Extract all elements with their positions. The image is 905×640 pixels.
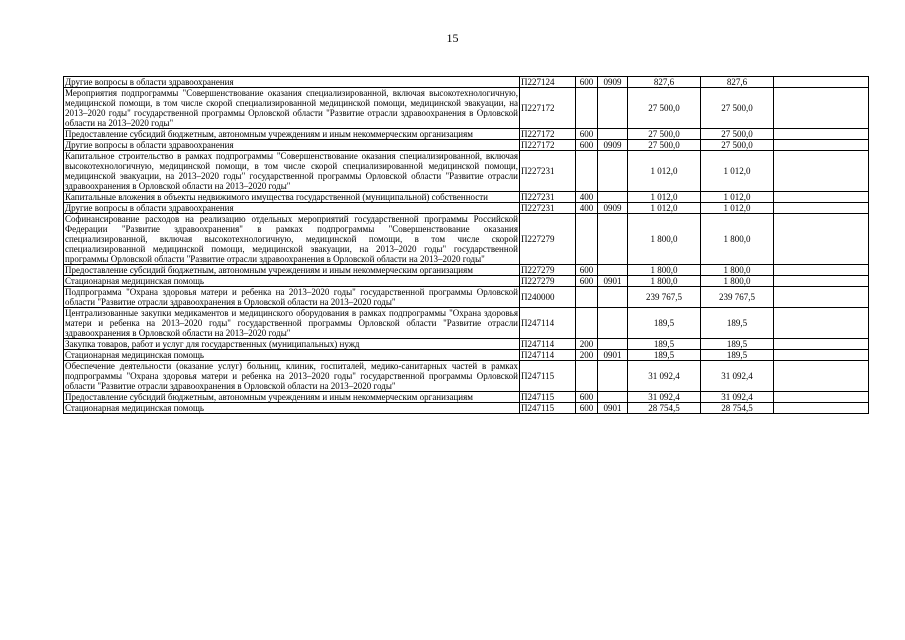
row-extra [774,276,869,287]
row-name: Капитальное строительство в рамках подпрограммы "Совершенствование оказания специализированной, включая высокотехнологичную, медицинской помощи, в том числе скорой специализированной медицинской помощи, медицинской эвакуации, на 2013–2020 годы" государственной программы Орловской области "Развитие отрасли здравоохранения в Орловской области на 2013–2020 годы" [65,151,518,191]
row-rz [598,88,628,129]
row-vr: 600 [576,276,598,287]
row-sum-2: 1 012,0 [701,203,774,214]
row-code: П227231 [520,151,576,192]
row-code: П247114 [520,339,576,350]
row-code: П247115 [520,403,576,414]
row-vr [576,308,598,339]
row-extra [774,203,869,214]
row-sum-2: 189,5 [701,308,774,339]
row-vr: 400 [576,203,598,214]
table-row [64,88,869,129]
row-code: П227172 [520,129,576,140]
row-sum-1: 189,5 [628,339,701,350]
table-row [64,129,869,140]
row-name: Другие вопросы в области здравоохранения [64,140,520,151]
page-number: 15 [446,31,459,45]
row-sum-2: 239 767,5 [701,287,774,308]
row-vr: 400 [576,192,598,203]
row-rz [598,214,628,265]
row-extra [774,77,869,88]
row-vr [576,361,598,392]
row-sum-1: 27 500,0 [628,140,701,151]
row-extra [774,151,869,192]
row-extra [774,392,869,403]
table-row [64,214,869,265]
row-sum-1: 1 800,0 [628,265,701,276]
table-row [64,403,869,414]
row-vr: 200 [576,350,598,361]
row-code: П227231 [520,203,576,214]
row-sum-1: 31 092,4 [628,392,701,403]
budget-table [63,76,869,414]
table-row [64,308,869,339]
table-row [64,392,869,403]
row-name: Предоставление субсидий бюджетным, автономным учреждениям и иным некоммерческим организациям [64,265,520,276]
row-code: П247115 [520,392,576,403]
row-name: Предоставление субсидий бюджетным, автономным учреждениям и иным некоммерческим организациям [64,392,520,403]
table-row [64,151,869,192]
row-extra [774,88,869,129]
row-sum-1: 189,5 [628,308,701,339]
row-code: П227279 [520,265,576,276]
row-rz: 0901 [598,350,628,361]
row-extra [774,287,869,308]
row-vr [576,88,598,129]
row-name: Закупка товаров, работ и услуг для государственных (муниципальных) нужд [64,339,520,350]
row-extra [774,350,869,361]
row-sum-1: 27 500,0 [628,88,701,129]
row-extra [774,403,869,414]
row-name: Подпрограмма "Охрана здоровья матери и ребенка на 2013–2020 годы" государственной программы Орловской области "Развитие отрасли здравоохранения в Орловской области на 2013–2020 годы" [65,287,518,307]
row-extra [774,265,869,276]
row-sum-2: 1 800,0 [701,265,774,276]
row-sum-2: 28 754,5 [701,403,774,414]
row-sum-1: 1 012,0 [628,203,701,214]
row-sum-2: 31 092,4 [701,392,774,403]
table-row [64,276,869,287]
table-row [64,140,869,151]
row-sum-1: 1 800,0 [628,214,701,265]
row-vr [576,214,598,265]
row-rz: 0909 [598,203,628,214]
row-name: Обеспечение деятельности (оказание услуг) больниц, клиник, госпиталей, медико-санитарных частей в рамках подпрограммы "Охрана здоровья матери и ребенка на 2013–2020 годы" государственной программы Орловской области "Развитие отрасли здравоохранения в Орловской области на 2013–2020 годы" [65,361,518,391]
row-vr [576,287,598,308]
row-rz [598,151,628,192]
row-sum-1: 1 800,0 [628,276,701,287]
row-sum-2: 189,5 [701,339,774,350]
row-sum-2: 1 012,0 [701,151,774,192]
row-code: П247115 [520,361,576,392]
row-rz [598,361,628,392]
row-vr: 600 [576,77,598,88]
row-code: П227231 [520,192,576,203]
table-row [64,192,869,203]
row-sum-2: 827,6 [701,77,774,88]
row-name: Капитальные вложения в объекты недвижимого имущества государственной (муниципальной) собственности [64,192,520,203]
table-row [64,77,869,88]
row-name: Другие вопросы в области здравоохранения [64,77,520,88]
row-extra [774,129,869,140]
row-sum-1: 239 767,5 [628,287,701,308]
row-sum-2: 1 012,0 [701,192,774,203]
row-extra [774,192,869,203]
row-code: П227172 [520,140,576,151]
row-rz [598,192,628,203]
table-row [64,203,869,214]
row-sum-1: 31 092,4 [628,361,701,392]
row-code: П247114 [520,308,576,339]
row-vr: 600 [576,140,598,151]
row-vr: 600 [576,403,598,414]
row-sum-1: 827,6 [628,77,701,88]
row-vr: 600 [576,392,598,403]
row-sum-1: 1 012,0 [628,192,701,203]
row-rz: 0909 [598,77,628,88]
row-extra [774,140,869,151]
row-name: Другие вопросы в области здравоохранения [64,203,520,214]
row-vr [576,151,598,192]
row-vr: 600 [576,129,598,140]
row-sum-2: 27 500,0 [701,88,774,129]
row-rz [598,339,628,350]
row-rz [598,392,628,403]
row-extra [774,308,869,339]
row-rz: 0901 [598,276,628,287]
row-name: Софинансирование расходов на реализацию отдельных мероприятий государственной программы Российской Федерации "Развитие здравоохранения" в рамках подпрограммы "Совершенствование оказания специализированной, включая высокотехнологичную, медицинской помощи, в том числе скорой специализированной медицинской помощи, медицинской эвакуации, на 2013–2020 годы" государственной программы Орловской области "Развитие отрасли здравоохранения в Орловской области на 2013–2020 годы" [65,214,518,264]
table-row [64,339,869,350]
row-sum-2: 1 800,0 [701,214,774,265]
row-rz [598,265,628,276]
row-extra [774,214,869,265]
row-name: Предоставление субсидий бюджетным, автономным учреждениям и иным некоммерческим организациям [64,129,520,140]
row-sum-2: 1 800,0 [701,276,774,287]
row-code: П247114 [520,350,576,361]
table-body [64,77,869,414]
row-extra [774,339,869,350]
table-row [64,361,869,392]
row-sum-2: 27 500,0 [701,140,774,151]
row-name: Стационарная медицинская помощь [64,403,520,414]
row-sum-1: 27 500,0 [628,129,701,140]
row-sum-1: 189,5 [628,350,701,361]
row-extra [774,361,869,392]
row-name: Стационарная медицинская помощь [64,350,520,361]
row-code: П227279 [520,276,576,287]
row-code: П227124 [520,77,576,88]
row-sum-2: 31 092,4 [701,361,774,392]
table-row [64,287,869,308]
table-row [64,350,869,361]
row-sum-2: 189,5 [701,350,774,361]
row-name: Централизованные закупки медикаментов и медицинского оборудования в рамках подпрограммы "Охрана здоровья матери и ребенка на 2013–2020 годы" государственной программы Орловской области "Развитие отрасли здравоохранения в Орловской области на 2013–2020 годы" [65,308,518,338]
row-sum-1: 28 754,5 [628,403,701,414]
row-vr: 200 [576,339,598,350]
row-rz: 0901 [598,403,628,414]
table-row [64,265,869,276]
row-name: Мероприятия подпрограммы "Совершенствование оказания специализированной, включая высокотехнологичную, медицинской помощи, в том числе скорой специализированной медицинской помощи, медицинской эвакуации, на 2013–2020 годы" государственной программы Орловской области "Развитие отрасли здравоохранения в Орловской области на 2013–2020 годы" [65,88,518,128]
row-sum-2: 27 500,0 [701,129,774,140]
row-code: П240000 [520,287,576,308]
row-rz [598,287,628,308]
row-rz [598,308,628,339]
row-code: П227279 [520,214,576,265]
row-sum-1: 1 012,0 [628,151,701,192]
row-rz: 0909 [598,140,628,151]
row-vr: 600 [576,265,598,276]
row-rz [598,129,628,140]
row-code: П227172 [520,88,576,129]
row-name: Стационарная медицинская помощь [64,276,520,287]
